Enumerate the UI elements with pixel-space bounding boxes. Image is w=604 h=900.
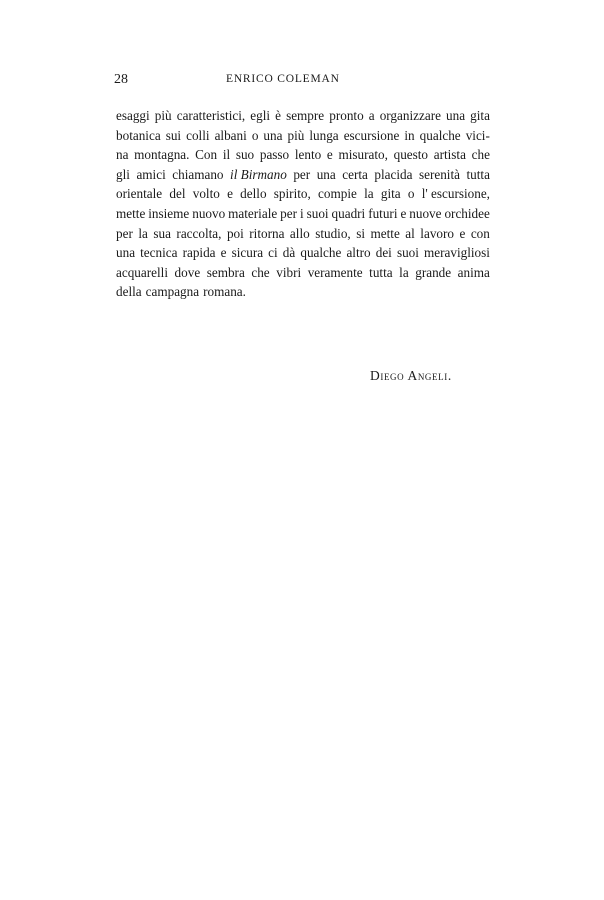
word: spirito, — [273, 186, 311, 202]
word: più — [287, 127, 305, 143]
word: dello — [240, 186, 267, 202]
word: i — [299, 205, 304, 221]
word: orchidee — [444, 205, 490, 221]
word: per — [293, 166, 311, 182]
word: mette — [370, 225, 400, 241]
text-line — [116, 145, 490, 165]
word: suoi — [306, 205, 329, 221]
word: mette — [116, 205, 146, 221]
word: o — [251, 127, 259, 143]
word: tutta — [466, 166, 490, 182]
word: una — [116, 245, 136, 261]
word: al — [405, 225, 415, 241]
word: pronto — [329, 108, 364, 123]
word: si — [356, 225, 366, 241]
word: orientale — [116, 186, 163, 202]
word: gita — [470, 108, 490, 123]
word: organizzare — [379, 108, 441, 123]
word: che — [251, 264, 270, 280]
word: è — [275, 108, 281, 123]
word: acquarelli — [116, 264, 168, 280]
word: o — [407, 186, 415, 202]
word: montagna. — [134, 147, 190, 163]
word: gli — [116, 166, 130, 182]
word: chiamano — [172, 166, 224, 182]
text-line — [116, 224, 490, 244]
word: della — [116, 284, 142, 300]
text-line — [116, 243, 490, 263]
word: lunga — [309, 127, 339, 143]
word: albani — [214, 127, 247, 143]
word: dei — [375, 245, 392, 261]
word: in — [404, 127, 415, 143]
word: certa — [342, 166, 368, 182]
word: una — [316, 166, 336, 182]
text-line — [116, 282, 490, 302]
word: na — [116, 147, 129, 163]
word: escursione — [343, 127, 400, 143]
word: con — [470, 225, 490, 241]
running-head: ENRICO COLEMAN — [226, 73, 340, 85]
word: per — [280, 205, 298, 221]
word: rapida — [182, 245, 216, 261]
word: sua — [153, 225, 171, 241]
word: grande — [415, 264, 452, 280]
word: raccolta, — [176, 225, 222, 241]
text-line — [116, 106, 490, 126]
italic-name: il Birmano — [230, 166, 287, 182]
word: vici- — [465, 127, 490, 143]
word: che — [471, 147, 490, 163]
word: caratteristici, — [176, 108, 246, 123]
word: amici — [136, 166, 166, 182]
text-line — [116, 263, 490, 283]
word: sempre — [286, 108, 325, 123]
word: campagna — [145, 284, 200, 300]
word: l' escursione, — [421, 186, 490, 202]
word: compie — [318, 186, 357, 202]
page-number: 28 — [114, 72, 128, 87]
word: dà — [282, 245, 296, 261]
word: qualche — [419, 127, 461, 143]
word: tecnica — [140, 245, 178, 261]
word: suo — [235, 147, 255, 163]
word: suoi — [396, 245, 419, 261]
word: allo — [289, 225, 310, 241]
word: e — [459, 225, 466, 241]
word: sembra — [206, 264, 245, 280]
word: lavoro — [420, 225, 454, 241]
word: nuove — [409, 205, 442, 221]
word: più — [154, 108, 172, 123]
word: e — [326, 147, 333, 163]
word: meravigliosi — [424, 245, 490, 261]
word: sui — [165, 127, 182, 143]
word: studio, — [315, 225, 351, 241]
text-line — [116, 204, 490, 224]
word: vibri — [276, 264, 302, 280]
word: sicura — [231, 245, 264, 261]
word: il — [222, 147, 231, 163]
word: dove — [174, 264, 201, 280]
text-line — [116, 165, 490, 185]
word: per — [116, 225, 133, 241]
word: futuri — [368, 205, 398, 221]
word: anima — [457, 264, 490, 280]
text-line — [116, 126, 490, 146]
word: la — [399, 264, 409, 280]
word: gita — [380, 186, 401, 202]
word: romana. — [203, 284, 246, 300]
word: ci — [268, 245, 278, 261]
word: insieme — [148, 205, 190, 221]
word: a — [368, 108, 375, 123]
word: qualche — [300, 245, 342, 261]
author-signature: Diego Angeli. — [370, 368, 452, 383]
text-line — [116, 184, 490, 204]
word: colli — [186, 127, 210, 143]
word: tutta — [369, 264, 393, 280]
word: esaggi — [116, 108, 150, 123]
word: poi — [226, 225, 244, 241]
word: veramente — [307, 264, 363, 280]
word: e — [227, 186, 233, 202]
word: misurato, — [338, 147, 388, 163]
word: e — [400, 205, 407, 221]
word: una — [446, 108, 466, 123]
word: ritorna — [249, 225, 285, 241]
word: lento — [294, 147, 322, 163]
page-header — [114, 72, 488, 92]
word: materiale — [228, 205, 278, 221]
word: una — [263, 127, 283, 143]
word: serenità — [418, 166, 460, 182]
word: passo — [259, 147, 290, 163]
word: nuovo — [192, 205, 226, 221]
word: la — [138, 225, 148, 241]
word: altro — [346, 245, 371, 261]
word: quadri — [331, 205, 366, 221]
word: e — [220, 245, 227, 261]
word: placida — [374, 166, 413, 182]
word: botanica — [116, 127, 161, 143]
word: del — [169, 186, 186, 202]
word: egli — [250, 108, 271, 123]
word: artista — [433, 147, 466, 163]
word: volto — [192, 186, 220, 202]
word: la — [364, 186, 374, 202]
word: Con — [195, 147, 218, 163]
body-paragraph — [116, 106, 490, 302]
word: questo — [393, 147, 429, 163]
